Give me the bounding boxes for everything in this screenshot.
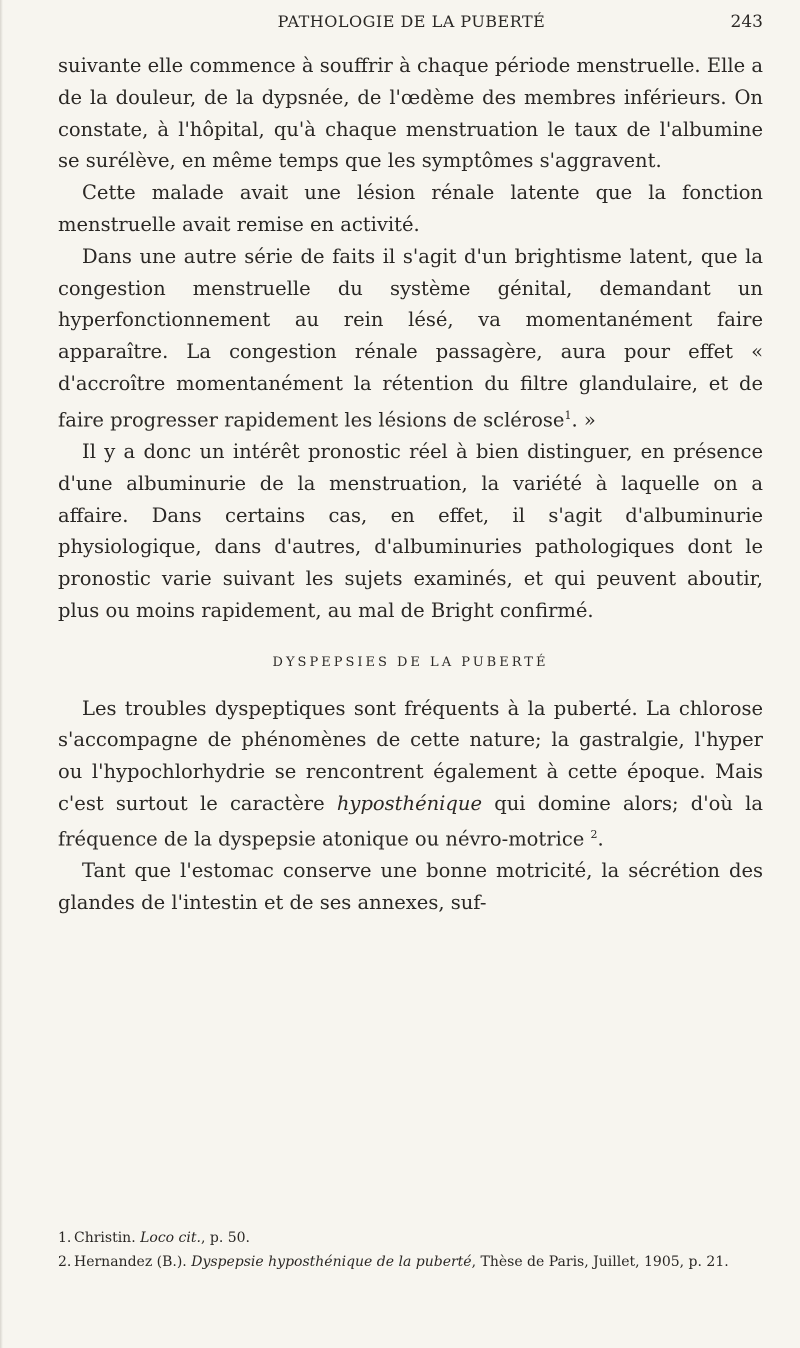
footnote-2-after: , Thèse de Paris, Juillet, 1905, p. 21. [471, 1254, 729, 1270]
page-edge [0, 0, 3, 1348]
paragraph-1 [58, 50, 763, 177]
footnote-1-number: 1. [58, 1230, 72, 1246]
section-heading: DYSPEPSIES DE LA PUBERTÉ [272, 654, 549, 670]
footnote-2-before: Hernandez (B.). [74, 1254, 187, 1270]
section-body [58, 693, 763, 919]
paragraph-2 [58, 177, 763, 241]
section-p1-before: Les troubles dyspeptiques sont fréquents à la puberté. La chlorose s'accompagne de phénomènes de cette nature; la gastralgie, l'hyper ou l'hypochlorhydrie se rencontrent également à cette époque. Mais c'est surtout le caractère [58, 696, 763, 815]
footnote-1-before: Christin. [74, 1230, 136, 1246]
page-number: 243 [730, 12, 763, 32]
running-title: PATHOLOGIE DE LA PUBERTÉ [277, 12, 546, 31]
section-p2-text: Tant que l'estomac conserve une bonne motricité, la sécrétion des glandes de l'intestin et de ses annexes, suf- [58, 859, 763, 914]
paragraph-2-text: Cette malade avait une lésion rénale latente que la fonction menstruelle avait remise en activité. [58, 181, 763, 236]
footnote-1-italic: Loco cit. [140, 1230, 201, 1246]
section-p1-end: . [597, 827, 604, 851]
footnote-ref-1: 1 [564, 408, 572, 422]
footnote-2-number: 2. [58, 1254, 72, 1270]
footnote-2 [58, 1253, 763, 1272]
section-p1-italic: hyposthénique [336, 791, 482, 815]
footnote-1-after: , p. 50. [200, 1230, 250, 1246]
paragraph-4 [58, 436, 763, 627]
body-text [58, 50, 763, 919]
paragraph-3-end: . » [571, 408, 596, 432]
section-p1-after: qui domine alors; d'où la fréquence de la dyspepsie atonique ou névro-motrice [58, 791, 763, 851]
paragraph-4-text: Il y a donc un intérêt pronostic réel à bien distinguer, en présence d'une albuminurie de la menstruation, la variété à laquelle on a affaire. Dans certains cas, en effet, il s'agit d'albuminurie physiologique, dans d'autres, d'albuminuries pathologiques dont le pronostic varie suivant les sujets examinés, et qui peuvent aboutir, plus ou moins rapidement, au mal de Bright confirmé. [58, 440, 763, 623]
paragraph-3 [58, 241, 763, 436]
section-paragraph-2 [58, 855, 763, 918]
paragraph-1-text: suivante elle commence à souffrir à chaque période menstruelle. Elle a de la douleur, de la dypsnée, de l'œdème des membres inférieurs. On constate, à l'hôpital, qu'à chaque menstruation le taux de l'albumine se surélève, en même temps que les symptômes s'aggravent. [58, 54, 763, 173]
footnote-ref-2: 2 [590, 828, 598, 842]
page-header [60, 12, 763, 42]
footnote-1 [58, 1229, 763, 1248]
paragraph-3-text: Dans une autre série de faits il s'agit d'un brightisme latent, que la congestion menstruelle du système génital, demandant un hyperfonctionnement au rein lésé, va momentanément faire apparaître. La congestion rénale passagère, aura pour effet « d'accroître momentanément la rétention du filtre glandulaire, et de faire progresser rapidement les lésions de sclérose [58, 244, 763, 432]
footnotes [58, 1229, 763, 1277]
section-paragraph-1 [58, 693, 763, 855]
footnote-2-italic: Dyspepsie hyposthénique de la puberté [191, 1254, 472, 1270]
